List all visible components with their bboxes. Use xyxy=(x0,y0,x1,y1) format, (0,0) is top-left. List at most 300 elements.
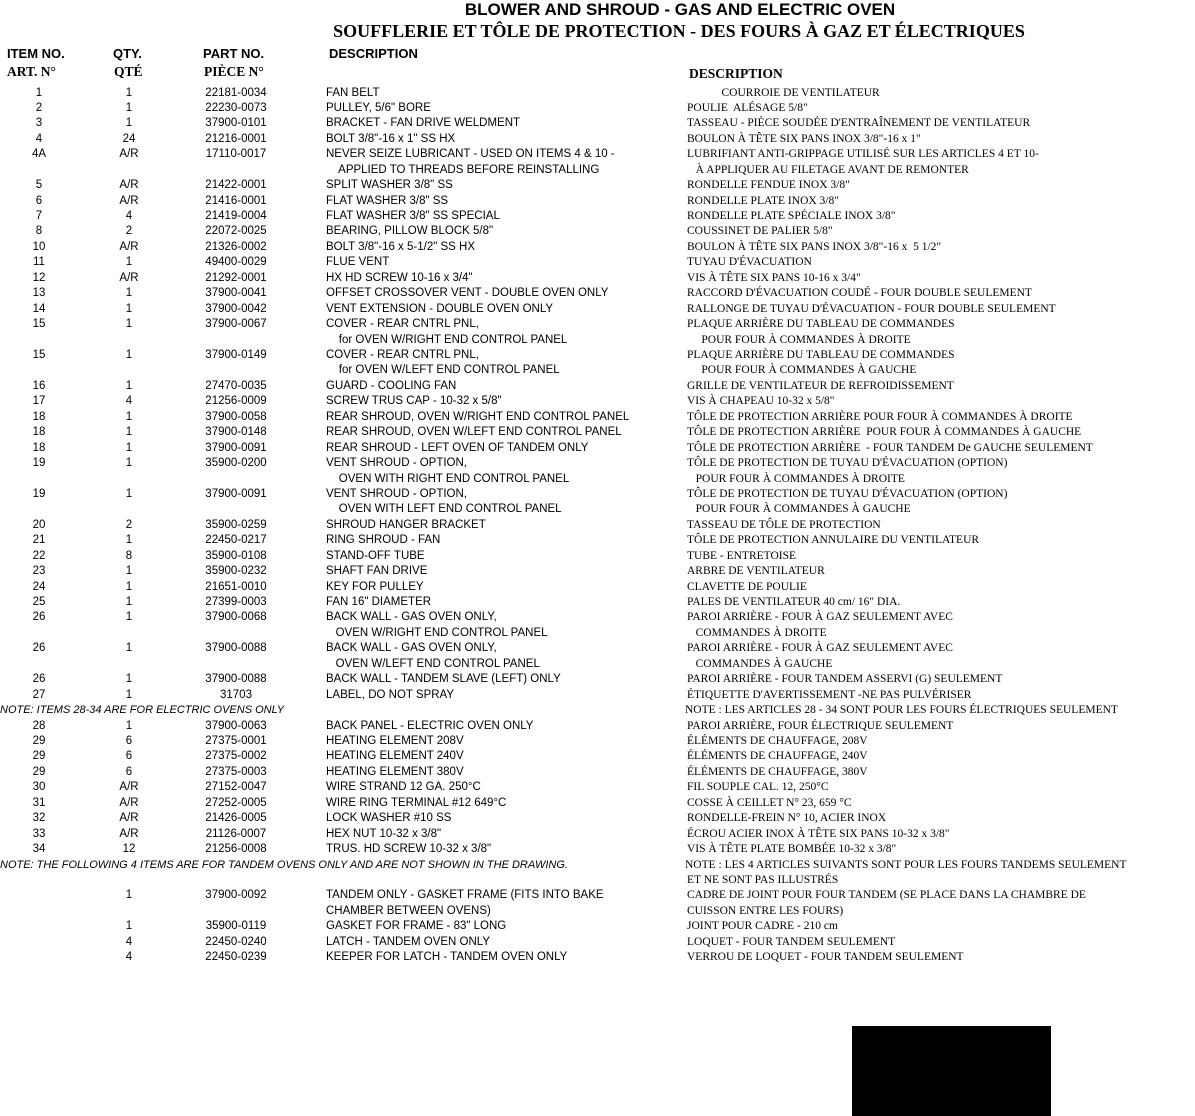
table-row xyxy=(0,827,1195,843)
part-number: 27252-0005 xyxy=(205,796,267,809)
description: LABEL, DO NOT SPRAY xyxy=(326,688,455,701)
table-row xyxy=(0,255,1195,271)
description: FLAT WASHER 3/8" SS xyxy=(326,194,449,207)
french-description: BOULON À TÊTE SIX PANS INOX 3/8"-16 x 5 1/2" xyxy=(687,240,942,253)
french-description: ÉLÉMENTS DE CHAUFFAGE, 240V xyxy=(687,750,868,763)
item-number: 3 xyxy=(35,117,43,130)
item-number: 29 xyxy=(32,765,46,778)
item-number: 16 xyxy=(32,379,46,392)
table-row xyxy=(0,873,1195,889)
item-number: 25 xyxy=(32,596,46,609)
part-number: 21651-0010 xyxy=(205,580,267,593)
item-number: 28 xyxy=(32,719,46,732)
table-row xyxy=(0,394,1195,410)
french-description: ET NE SONT PAS ILLUSTRÉS xyxy=(687,873,839,886)
item-number: 30 xyxy=(32,781,46,794)
part-number: 31703 xyxy=(220,688,252,701)
part-number: 37900-0088 xyxy=(205,642,267,655)
quantity: 6 xyxy=(125,750,133,763)
part-number: 22230-0073 xyxy=(205,101,267,114)
part-number: 35900-0119 xyxy=(205,920,267,933)
item-number: 6 xyxy=(35,194,43,207)
description: OVEN W/RIGHT END CONTROL PANEL xyxy=(326,626,548,639)
table-row xyxy=(0,657,1195,673)
part-number: 27375-0003 xyxy=(205,765,267,778)
description: HEX NUT 10-32 x 3/8" xyxy=(326,827,442,840)
part-number: 37900-0149 xyxy=(205,348,267,361)
table-row xyxy=(0,672,1195,688)
description: BACK PANEL - ELECTRIC OVEN ONLY xyxy=(326,719,534,732)
table-row xyxy=(0,101,1195,117)
item-number: 26 xyxy=(32,611,46,624)
french-description: JOINT POUR CADRE - 210 cm xyxy=(687,920,838,933)
item-number: 12 xyxy=(32,271,46,284)
french-description: COSSE À CEILLET N° 23, 659 °C xyxy=(687,796,852,809)
quantity: 1 xyxy=(125,256,133,269)
french-description: TÔLE DE PROTECTION DE TUYAU D'ÉVACUATION (OPTION) xyxy=(687,457,1008,470)
french-description: VIS À TÊTE SIX PANS 10-16 x 3/4" xyxy=(687,271,861,284)
part-number: 21216-0001 xyxy=(205,132,267,145)
table-row xyxy=(0,904,1195,920)
description: OVEN WITH RIGHT END CONTROL PANEL xyxy=(326,472,570,485)
item-number: 2 xyxy=(35,101,43,114)
description: BOLT 3/8"-16 x 1" SS HX xyxy=(326,132,456,145)
french-description: POUR FOUR À COMMANDES À GAUCHE xyxy=(687,364,917,377)
table-row xyxy=(0,842,1195,858)
quantity: 1 xyxy=(125,580,133,593)
french-description: LUBRIFIANT ANTI-GRIPPAGE UTILISÉ SUR LES ARTICLES 4 ET 10- xyxy=(687,148,1039,161)
part-number: 21292-0001 xyxy=(205,271,267,284)
item-number: 33 xyxy=(32,827,46,840)
french-description: POUR FOUR À COMMANDES À DROITE xyxy=(687,472,905,485)
quantity: 6 xyxy=(125,765,133,778)
french-description: ÉLÉMENTS DE CHAUFFAGE, 208V xyxy=(687,734,868,747)
table-row xyxy=(0,132,1195,148)
quantity: 1 xyxy=(125,117,133,130)
table-row xyxy=(0,379,1195,395)
french-description: BOULON À TÊTE SIX PANS INOX 3/8"-16 x 1" xyxy=(687,132,921,145)
item-number: 4A xyxy=(31,148,47,161)
table-row xyxy=(0,518,1195,534)
table-row xyxy=(0,178,1195,194)
description: KEEPER FOR LATCH - TANDEM OVEN ONLY xyxy=(326,951,568,964)
item-number: 19 xyxy=(32,457,46,470)
quantity: A/R xyxy=(119,148,139,161)
quantity: 1 xyxy=(125,348,133,361)
description: SHROUD HANGER BRACKET xyxy=(326,518,486,531)
quantity: A/R xyxy=(119,179,139,192)
table-row xyxy=(0,271,1195,287)
item-number: 18 xyxy=(32,441,46,454)
part-number: 35900-0108 xyxy=(205,549,267,562)
french-description: LOQUET - FOUR TANDEM SEULEMENT xyxy=(687,935,896,948)
item-number: 1 xyxy=(35,86,43,99)
part-number: 37900-0058 xyxy=(205,410,267,423)
french-description: PALES DE VENTILATEUR 40 cm/ 16" DIA. xyxy=(687,596,901,609)
table-row xyxy=(0,641,1195,657)
part-number: 37900-0091 xyxy=(205,441,267,454)
french-description: CADRE DE JOINT POUR FOUR TANDEM (SE PLACE DANS LA CHAMBRE DE xyxy=(687,889,1086,902)
description: WIRE STRAND 12 GA. 250°C xyxy=(326,781,481,794)
quantity: 4 xyxy=(125,935,133,948)
part-number: 22181-0034 xyxy=(205,86,267,99)
table-row xyxy=(0,719,1195,735)
quantity: 1 xyxy=(125,487,133,500)
quantity: 1 xyxy=(125,920,133,933)
table-row xyxy=(0,425,1195,441)
item-number: 17 xyxy=(32,395,46,408)
part-number: 37900-0042 xyxy=(205,302,267,315)
header-item-en: ITEM NO. xyxy=(7,46,65,61)
french-description: COUSSINET DE PALIER 5/8" xyxy=(687,225,833,238)
quantity: 1 xyxy=(125,596,133,609)
quantity: 1 xyxy=(125,426,133,439)
note-text: NOTE: THE FOLLOWING 4 ITEMS ARE FOR TANDEM OVENS ONLY AND ARE NOT SHOWN IN THE DRAWING. xyxy=(0,858,568,871)
quantity: 1 xyxy=(125,410,133,423)
table-row xyxy=(0,86,1195,102)
description: VENT EXTENSION - DOUBLE OVEN ONLY xyxy=(326,302,554,315)
part-number: 37900-0041 xyxy=(205,287,267,300)
table-row xyxy=(0,410,1195,426)
item-number: 15 xyxy=(32,318,46,331)
table-row xyxy=(0,580,1195,596)
description: APPLIED TO THREADS BEFORE REINSTALLING xyxy=(326,163,600,176)
french-description: VERROU DE LOQUET - FOUR TANDEM SEULEMENT xyxy=(687,951,964,964)
description: NEVER SEIZE LUBRICANT - USED ON ITEMS 4 & 10 - xyxy=(326,148,615,161)
quantity: 1 xyxy=(125,101,133,114)
description: HEATING ELEMENT 240V xyxy=(326,750,464,763)
part-number: 22450-0217 xyxy=(205,534,267,547)
description: LATCH - TANDEM OVEN ONLY xyxy=(326,935,491,948)
french-description: ÉTIQUETTE D'AVERTISSEMENT -NE PAS PULVÉRISER xyxy=(687,688,972,701)
quantity: 1 xyxy=(125,889,133,902)
french-description: ÉCROU ACIER INOX À TÊTE SIX PANS 10-32 x 3/8" xyxy=(687,827,950,840)
french-description: CUISSON ENTRE LES FOURS) xyxy=(687,904,844,917)
table-row xyxy=(0,533,1195,549)
french-description: À APPLIQUER AU FILETAGE AVANT DE REMONTER xyxy=(687,163,969,176)
table-row xyxy=(0,564,1195,580)
description: OVEN W/LEFT END CONTROL PANEL xyxy=(326,657,540,670)
description: HEATING ELEMENT 380V xyxy=(326,765,464,778)
header-part-fr: PIÈCE N° xyxy=(204,64,264,79)
part-number: 27152-0047 xyxy=(205,781,267,794)
description: PULLEY, 5/6" BORE xyxy=(326,101,431,114)
description: HEATING ELEMENT 208V xyxy=(326,734,464,747)
description: GASKET FOR FRAME - 83" LONG xyxy=(326,920,507,933)
part-number: 37900-0063 xyxy=(205,719,267,732)
part-number: 21426-0005 xyxy=(205,812,267,825)
table-row xyxy=(0,456,1195,472)
part-number: 37900-0068 xyxy=(205,611,267,624)
quantity: 1 xyxy=(125,534,133,547)
description: for OVEN W/RIGHT END CONTROL PANEL xyxy=(326,333,568,346)
french-description: TUYAU D'ÉVACUATION xyxy=(687,256,812,269)
description: BACK WALL - GAS OVEN ONLY, xyxy=(326,642,497,655)
item-number: 24 xyxy=(32,580,46,593)
quantity: 1 xyxy=(125,302,133,315)
part-number: 27375-0002 xyxy=(205,750,267,763)
quantity: 1 xyxy=(125,287,133,300)
part-number: 35900-0232 xyxy=(205,565,267,578)
header-qty-fr: QTÉ xyxy=(114,64,143,79)
note-row xyxy=(0,703,1195,719)
part-number: 35900-0200 xyxy=(205,457,267,470)
french-description: VIS À TÊTE PLATE BOMBÉE 10-32 x 3/8" xyxy=(687,843,897,856)
french-description: PLAQUE ARRIÈRE DU TABLEAU DE COMMANDES xyxy=(687,348,955,361)
table-row xyxy=(0,610,1195,626)
item-number: 4 xyxy=(35,132,43,145)
french-description: POUR FOUR À COMMANDES À DROITE xyxy=(687,333,911,346)
part-number: 22450-0240 xyxy=(205,935,267,948)
table-row xyxy=(0,348,1195,364)
item-number: 18 xyxy=(32,410,46,423)
french-description: ÉLÉMENTS DE CHAUFFAGE, 380V xyxy=(687,765,868,778)
quantity: A/R xyxy=(119,194,139,207)
description: FAN 16" DIAMETER xyxy=(326,596,432,609)
item-number: 22 xyxy=(32,549,46,562)
description: STAND-OFF TUBE xyxy=(326,549,425,562)
part-number: 22072-0025 xyxy=(205,225,267,238)
table-row xyxy=(0,749,1195,765)
item-number: 5 xyxy=(35,179,43,192)
french-description: RONDELLE PLATE SPÉCIALE INOX 3/8" xyxy=(687,210,896,223)
item-number: 21 xyxy=(32,534,46,547)
table-row xyxy=(0,147,1195,163)
description: BRACKET - FAN DRIVE WELDMENT xyxy=(326,117,521,130)
description: RING SHROUD - FAN xyxy=(326,534,441,547)
header-qty-en: QTY. xyxy=(113,46,142,61)
item-number: 26 xyxy=(32,673,46,686)
french-note-text: NOTE : LES 4 ARTICLES SUIVANTS SONT POUR LES FOURS TANDEMS SEULEMENT xyxy=(685,858,1127,871)
part-number: 21419-0004 xyxy=(205,210,267,223)
quantity: 6 xyxy=(125,734,133,747)
description: LOCK WASHER #10 SS xyxy=(326,812,452,825)
quantity: 1 xyxy=(125,673,133,686)
item-number: 8 xyxy=(35,225,43,238)
part-number: 21326-0002 xyxy=(205,240,267,253)
quantity: 4 xyxy=(125,210,133,223)
table-row xyxy=(0,950,1195,966)
item-number: 15 xyxy=(32,348,46,361)
note-row xyxy=(0,858,1195,874)
table-row xyxy=(0,194,1195,210)
french-description: COURROIE DE VENTILATEUR xyxy=(687,86,880,99)
description: BACK WALL - GAS OVEN ONLY, xyxy=(326,611,497,624)
description: REAR SHROUD, OVEN W/RIGHT END CONTROL PANEL xyxy=(326,410,630,423)
description: TANDEM ONLY - GASKET FRAME (FITS INTO BAKE xyxy=(326,889,604,902)
table-row xyxy=(0,116,1195,132)
french-description: TÔLE DE PROTECTION ARRIÈRE POUR FOUR À COMMANDES À DROITE xyxy=(687,410,1073,423)
table-row xyxy=(0,549,1195,565)
french-description: COMMANDES À DROITE xyxy=(687,626,827,639)
french-description: POULIE ALÉSAGE 5/8" xyxy=(687,101,808,114)
description: COVER - REAR CNTRL PNL, xyxy=(326,348,479,361)
table-row xyxy=(0,780,1195,796)
description: GUARD - COOLING FAN xyxy=(326,379,457,392)
french-description: ARBRE DE VENTILATEUR xyxy=(687,565,825,578)
table-row xyxy=(0,796,1195,812)
quantity: 1 xyxy=(125,441,133,454)
french-description: VIS À CHAPEAU 10-32 x 5/8" xyxy=(687,395,835,408)
quantity: A/R xyxy=(119,827,139,840)
description: HX HD SCREW 10-16 x 3/4" xyxy=(326,271,473,284)
part-number: 37900-0148 xyxy=(205,426,267,439)
part-number: 21256-0008 xyxy=(205,843,267,856)
part-number: 21126-0007 xyxy=(205,827,267,840)
part-number: 21422-0001 xyxy=(205,179,267,192)
part-number: 27375-0001 xyxy=(205,734,267,747)
description: FAN BELT xyxy=(326,86,380,99)
quantity: 2 xyxy=(125,225,133,238)
french-description: TASSEAU DE TÔLE DE PROTECTION xyxy=(687,518,881,531)
table-row xyxy=(0,935,1195,951)
table-row xyxy=(0,888,1195,904)
quantity: A/R xyxy=(119,240,139,253)
quantity: 1 xyxy=(125,719,133,732)
french-description: RONDELLE-FREIN N° 10, ACIER INOX xyxy=(687,812,887,825)
description: OVEN WITH LEFT END CONTROL PANEL xyxy=(326,503,562,516)
quantity: 8 xyxy=(125,549,133,562)
table-row xyxy=(0,919,1195,935)
french-description: PLAQUE ARRIÈRE DU TABLEAU DE COMMANDES xyxy=(687,318,955,331)
item-number: 10 xyxy=(32,240,46,253)
header-part-en: PART NO. xyxy=(203,46,265,61)
table-row xyxy=(0,240,1195,256)
table-row xyxy=(0,487,1195,503)
table-row xyxy=(0,363,1195,379)
description: VENT SHROUD - OPTION, xyxy=(326,487,467,500)
quantity: 1 xyxy=(125,642,133,655)
part-number: 21256-0009 xyxy=(205,395,267,408)
table-row xyxy=(0,502,1195,518)
item-number: 34 xyxy=(32,843,46,856)
french-description: RACCORD D'ÉVACUATION COUDÉ - FOUR DOUBLE SEULEMENT xyxy=(687,287,1032,300)
table-row xyxy=(0,163,1195,179)
description: OFFSET CROSSOVER VENT - DOUBLE OVEN ONLY xyxy=(326,287,609,300)
part-number: 37900-0067 xyxy=(205,318,267,331)
part-number: 17110-0017 xyxy=(205,148,267,161)
quantity: A/R xyxy=(119,812,139,825)
description: COVER - REAR CNTRL PNL, xyxy=(326,318,479,331)
french-description: CLAVETTE DE POULIE xyxy=(687,580,807,593)
description: SPLIT WASHER 3/8" SS xyxy=(326,179,453,192)
quantity: 2 xyxy=(125,518,133,531)
part-number: 37900-0091 xyxy=(205,487,267,500)
item-number: 13 xyxy=(32,287,46,300)
description: SCREW TRUS CAP - 10-32 x 5/8" xyxy=(326,395,502,408)
table-row xyxy=(0,441,1195,457)
part-number: 35900-0259 xyxy=(205,518,267,531)
part-number: 37900-0092 xyxy=(205,889,267,902)
description: VENT SHROUD - OPTION, xyxy=(326,457,467,470)
quantity: A/R xyxy=(119,796,139,809)
item-number: 19 xyxy=(32,487,46,500)
item-number: 31 xyxy=(32,796,46,809)
french-description: RONDELLE FENDUE INOX 3/8" xyxy=(687,179,850,192)
french-description: RALLONGE DE TUYAU D'ÉVACUATION - FOUR DOUBLE SEULEMENT xyxy=(687,302,1056,315)
quantity: 1 xyxy=(125,457,133,470)
table-row xyxy=(0,765,1195,781)
note-text: NOTE: ITEMS 28-34 ARE FOR ELECTRIC OVENS ONLY xyxy=(0,704,285,717)
quantity: 1 xyxy=(125,611,133,624)
title-english: BLOWER AND SHROUD - GAS AND ELECTRIC OVEN xyxy=(464,0,896,19)
table-row xyxy=(0,811,1195,827)
part-number: 21416-0001 xyxy=(205,194,267,207)
table-row xyxy=(0,286,1195,302)
table-row xyxy=(0,734,1195,750)
header-description-en: DESCRIPTION xyxy=(329,46,418,61)
french-description: POUR FOUR À COMMANDES À GAUCHE xyxy=(687,503,911,516)
description: for OVEN W/LEFT END CONTROL PANEL xyxy=(326,364,560,377)
french-description: TÔLE DE PROTECTION ARRIÈRE POUR FOUR À COMMANDES À GAUCHE xyxy=(687,426,1082,439)
item-number: 29 xyxy=(32,734,46,747)
item-number: 11 xyxy=(33,256,45,269)
description: KEY FOR PULLEY xyxy=(326,580,424,593)
french-description: RONDELLE PLATE INOX 3/8" xyxy=(687,194,839,207)
french-description: COMMANDES À GAUCHE xyxy=(687,657,833,670)
item-number: 7 xyxy=(35,210,43,223)
black-block xyxy=(852,1026,1051,1116)
part-number: 27470-0035 xyxy=(205,379,267,392)
table-row xyxy=(0,317,1195,333)
quantity: A/R xyxy=(119,781,139,794)
quantity: 1 xyxy=(125,318,133,331)
description: FLUE VENT xyxy=(326,256,390,269)
table-row xyxy=(0,688,1195,704)
item-number: 29 xyxy=(32,750,46,763)
table-row xyxy=(0,209,1195,225)
description: SHAFT FAN DRIVE xyxy=(326,565,428,578)
description: REAR SHROUD - LEFT OVEN OF TANDEM ONLY xyxy=(326,441,589,454)
quantity: 4 xyxy=(125,395,133,408)
french-description: PAROI ARRIÈRE - FOUR TANDEM ASSERVI (G) SEULEMENT xyxy=(687,673,1003,686)
description: REAR SHROUD, OVEN W/LEFT END CONTROL PANEL xyxy=(326,426,622,439)
quantity: 1 xyxy=(125,379,133,392)
table-row xyxy=(0,626,1195,642)
french-description: FIL SOUPLE CAL. 12, 250°C xyxy=(687,781,829,794)
french-description: TÔLE DE PROTECTION DE TUYAU D'ÉVACUATION (OPTION) xyxy=(687,487,1008,500)
item-number: 26 xyxy=(32,642,46,655)
french-note-text: NOTE : LES ARTICLES 28 - 34 SONT POUR LES FOURS ÉLECTRIQUES SEULEMENT xyxy=(685,704,1118,717)
french-description: PAROI ARRIÈRE - FOUR À GAZ SEULEMENT AVEC xyxy=(687,611,953,624)
french-description: PAROI ARRIÈRE - FOUR À GAZ SEULEMENT AVEC xyxy=(687,642,953,655)
item-number: 32 xyxy=(32,812,46,825)
french-description: TASSEAU - PIÈCE SOUDÉE D'ENTRAÎNEMENT DE VENTILATEUR xyxy=(687,117,1031,130)
french-description: GRILLE DE VENTILATEUR DE REFROIDISSEMENT xyxy=(687,379,954,392)
item-number: 23 xyxy=(32,565,46,578)
part-number: 22450-0239 xyxy=(205,951,267,964)
table-row xyxy=(0,595,1195,611)
description: CHAMBER BETWEEN OVENS) xyxy=(326,904,491,917)
part-number: 27399-0003 xyxy=(205,596,267,609)
item-number: 14 xyxy=(32,302,46,315)
description: BACK WALL - TANDEM SLAVE (LEFT) ONLY xyxy=(326,673,561,686)
french-description: TÔLE DE PROTECTION ANNULAIRE DU VENTILATEUR xyxy=(687,534,980,547)
table-row xyxy=(0,333,1195,349)
item-number: 18 xyxy=(32,426,46,439)
part-number: 37900-0101 xyxy=(205,117,267,130)
quantity: 4 xyxy=(125,951,133,964)
french-description: TUBE - ENTRETOISE xyxy=(687,549,797,562)
description: WIRE RING TERMINAL #12 649°C xyxy=(326,796,507,809)
part-number: 49400-0029 xyxy=(205,256,267,269)
quantity: 1 xyxy=(125,565,133,578)
table-row xyxy=(0,224,1195,240)
title-french: SOUFFLERIE ET TÔLE DE PROTECTION - DES FOURS À GAZ ET ÉLECTRIQUES xyxy=(333,21,1025,41)
table-row xyxy=(0,472,1195,488)
part-number: 37900-0088 xyxy=(205,673,267,686)
french-description: PAROI ARRIÈRE, FOUR ÉLECTRIQUE SEULEMENT xyxy=(687,719,954,732)
